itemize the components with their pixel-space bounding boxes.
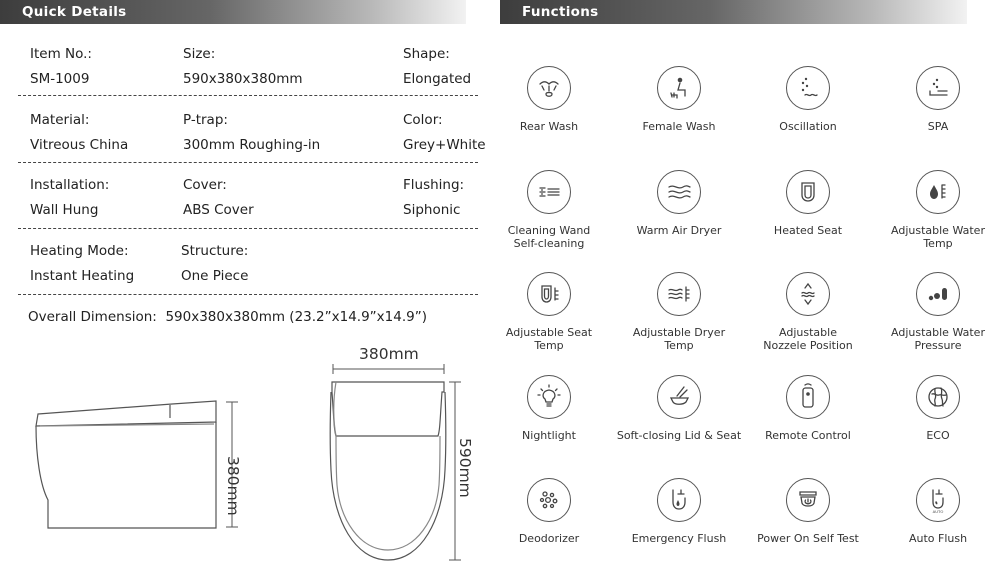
- function-item: [873, 375, 1000, 442]
- function-label: Heated Seat: [773, 224, 843, 237]
- function-item: [873, 170, 1000, 250]
- function-item: [743, 272, 873, 352]
- toilet-drawing: [0, 330, 480, 580]
- overall-dimension-label: Overall Dimension:: [28, 309, 157, 325]
- function-label: Adjustable Seat Temp: [505, 326, 593, 352]
- size-value: 590x380x380mm: [183, 71, 303, 87]
- row-divider: [18, 228, 478, 229]
- heated-seat-icon: [786, 170, 830, 214]
- top-width-dimension: [333, 364, 444, 374]
- row-divider: [18, 95, 478, 96]
- function-item: [873, 478, 1000, 545]
- function-item: [873, 272, 1000, 352]
- color-label: Color:: [403, 112, 443, 128]
- function-item: [484, 478, 614, 545]
- p-trap-label: P-trap:: [183, 112, 228, 128]
- dryer-temp-icon: [657, 272, 701, 316]
- water-temp-icon: [916, 170, 960, 214]
- nightlight-icon: [527, 375, 571, 419]
- seat-temp-icon: [527, 272, 571, 316]
- function-label: Soft-closing Lid & Seat: [616, 429, 742, 442]
- emergency-flush-icon: [657, 478, 701, 522]
- function-label: Power On Self Test: [757, 532, 859, 545]
- rear-wash-icon: [527, 66, 571, 110]
- row-divider: [18, 162, 478, 163]
- function-label: Rear Wash: [519, 120, 579, 133]
- function-item: [614, 170, 744, 237]
- width-dimension-label: 380mm: [359, 345, 419, 363]
- structure-label: Structure:: [181, 243, 249, 259]
- shape-label: Shape:: [403, 46, 450, 62]
- function-label: Auto Flush: [908, 532, 968, 545]
- function-label: Cleaning Wand Self-cleaning: [507, 224, 591, 250]
- color-value: Grey+White: [403, 137, 486, 153]
- female-wash-icon: [657, 66, 701, 110]
- function-label: Adjustable Water Temp: [891, 224, 985, 250]
- function-item: [743, 478, 873, 545]
- function-label: Nightlight: [522, 429, 576, 442]
- cleaning-wand-icon: [527, 170, 571, 214]
- size-label: Size:: [183, 46, 216, 62]
- top-view-drawing: [330, 382, 446, 560]
- auto-flush-icon: [916, 478, 960, 522]
- heating-mode-label: Heating Mode:: [30, 243, 129, 259]
- function-label: SPA: [927, 120, 949, 133]
- function-label: Oscillation: [779, 120, 837, 133]
- self-test-icon: [786, 478, 830, 522]
- heating-mode-value: Instant Heating: [30, 268, 135, 284]
- functions-header: [500, 0, 967, 24]
- functions-title: Functions: [522, 4, 599, 20]
- function-label: Emergency Flush: [631, 532, 727, 545]
- material-value: Vitreous China: [30, 137, 129, 153]
- function-label: Adjustable Water Pressure: [891, 326, 985, 352]
- quick-details-title: Quick Details: [22, 4, 127, 20]
- eco-icon: [916, 375, 960, 419]
- overall-dimension-value: 590x380x380mm (23.2”x14.9”x14.9”): [165, 309, 427, 325]
- material-label: Material:: [30, 112, 90, 128]
- deodorizer-icon: [527, 478, 571, 522]
- overall-dimension: [28, 309, 427, 325]
- function-item: [484, 272, 614, 352]
- height-dimension-label: 380mm: [224, 456, 242, 516]
- length-dimension-label: 590mm: [456, 438, 474, 498]
- nozzle-position-icon: [786, 272, 830, 316]
- function-item: [484, 375, 614, 442]
- function-item: [614, 66, 744, 133]
- function-label: Adjustable Nozzele Position: [763, 326, 853, 352]
- p-trap-value: 300mm Roughing-in: [183, 137, 321, 153]
- installation-value: Wall Hung: [30, 202, 99, 218]
- warm-air-dryer-icon: [657, 170, 701, 214]
- spa-icon: [916, 66, 960, 110]
- remote-control-icon: [786, 375, 830, 419]
- svg-text:AUTO: AUTO: [932, 509, 944, 514]
- function-label: Adjustable Dryer Temp: [632, 326, 726, 352]
- cover-value: ABS Cover: [183, 202, 254, 218]
- item-no-value: SM-1009: [30, 71, 90, 87]
- item-no-label: Item No.:: [30, 46, 92, 62]
- function-label: Warm Air Dryer: [636, 224, 722, 237]
- function-item: [873, 66, 1000, 133]
- function-item: [484, 66, 614, 133]
- shape-value: Elongated: [403, 71, 472, 87]
- function-item: [743, 170, 873, 237]
- soft-closing-icon: [657, 375, 701, 419]
- function-item: [484, 170, 614, 250]
- function-label: ECO: [926, 429, 950, 442]
- side-view-drawing: [36, 401, 216, 528]
- function-label: Female Wash: [642, 120, 716, 133]
- installation-label: Installation:: [30, 177, 110, 193]
- quick-details-header: [0, 0, 466, 24]
- function-item: [614, 272, 744, 352]
- function-item: [743, 375, 873, 442]
- structure-value: One Piece: [181, 268, 249, 284]
- flushing-value: Siphonic: [403, 202, 461, 218]
- row-divider: [18, 294, 478, 295]
- function-label: Remote Control: [765, 429, 851, 442]
- function-item: [614, 375, 744, 442]
- function-item: [743, 66, 873, 133]
- function-label: Deodorizer: [518, 532, 580, 545]
- flushing-label: Flushing:: [403, 177, 465, 193]
- water-pressure-icon: [916, 272, 960, 316]
- cover-label: Cover:: [183, 177, 227, 193]
- oscillation-icon: [786, 66, 830, 110]
- function-item: [614, 478, 744, 545]
